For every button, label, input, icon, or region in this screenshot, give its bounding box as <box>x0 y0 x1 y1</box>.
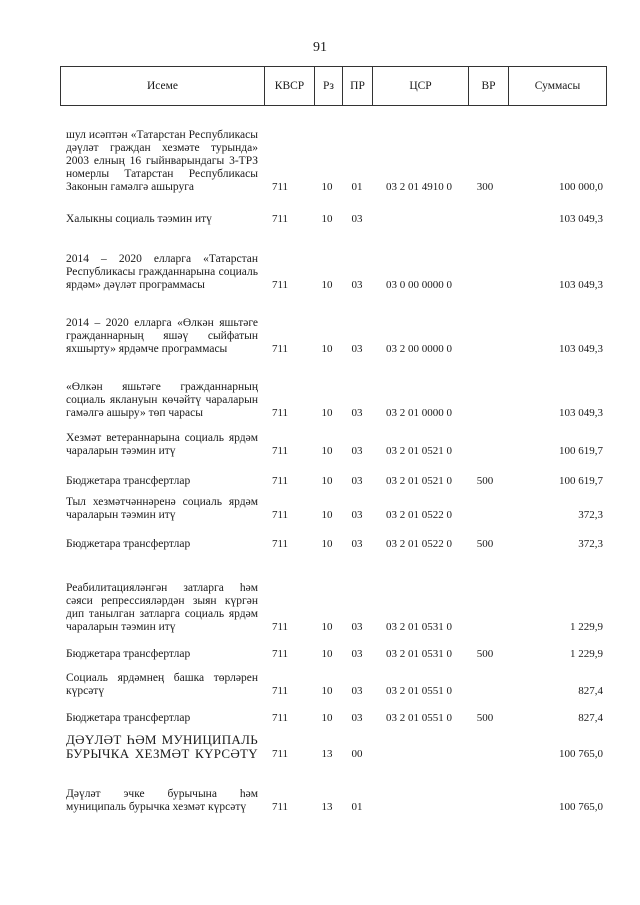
header-rz: Рз <box>315 67 343 105</box>
table-row <box>60 208 607 226</box>
header-csr: ЦСР <box>373 67 469 105</box>
row-name: Бюджетара трансфертлар <box>66 475 191 487</box>
row-kvsr: 711 <box>271 685 289 697</box>
row-sum: 1 229,9 <box>570 621 603 633</box>
row-name: Дәүләт эчке бурычына һәм муниципаль бурычка хезмәт күрсәтү <box>66 788 258 813</box>
row-rz: 10 <box>321 509 333 521</box>
row-sum: 103 049,3 <box>559 343 603 355</box>
row-name: 2014 – 2020 елларга «Татарстан Республикасы гражданнарына социаль ярдәм» дәүләт программасы <box>66 253 258 291</box>
row-kvsr: 711 <box>271 343 289 355</box>
row-sum: 100 765,0 <box>559 748 603 760</box>
row-pr: 00 <box>351 748 363 760</box>
row-sum: 827,4 <box>578 712 603 724</box>
row-kvsr: 711 <box>271 538 289 550</box>
row-rz: 10 <box>321 685 333 697</box>
row-name: Реабилитацияләнгән затларга һәм сәяси репрессияләрдән зыян күргән дип танылган затларга социаль ярдәм чараларын тәэмин итү <box>66 582 258 633</box>
header-pr: ПР <box>343 67 373 105</box>
row-pr: 03 <box>351 213 363 225</box>
row-csr: 03 2 01 0531 0 <box>386 648 452 660</box>
header-name: Исеме <box>61 67 265 105</box>
row-vr: 500 <box>476 538 494 550</box>
row-rz: 10 <box>321 538 333 550</box>
row-csr: 03 2 01 0522 0 <box>386 509 452 521</box>
row-name: Бюджетара трансфертлар <box>66 712 191 724</box>
row-name: Бюджетара трансфертлар <box>66 648 191 660</box>
row-vr: 300 <box>476 181 494 193</box>
row-csr: 03 2 01 0521 0 <box>386 445 452 457</box>
row-kvsr: 711 <box>271 748 289 760</box>
row-sum: 103 049,3 <box>559 407 603 419</box>
table-row <box>60 535 607 551</box>
row-name: Тыл хезмәтчәннәренә социаль ярдәм чараларын тәэмин итү <box>66 496 258 521</box>
table-row <box>60 645 607 661</box>
row-pr: 03 <box>351 621 363 633</box>
table-row <box>60 108 607 194</box>
table-row <box>60 232 607 292</box>
row-rz: 10 <box>321 475 333 487</box>
page-number: 91 <box>313 40 327 55</box>
row-sum: 827,4 <box>578 685 603 697</box>
table-row <box>60 666 607 698</box>
row-kvsr: 711 <box>271 407 289 419</box>
row-kvsr: 711 <box>271 801 289 813</box>
row-kvsr: 711 <box>271 621 289 633</box>
table-row <box>60 296 607 356</box>
row-name: шул исәптән «Татарстан Республикасы дәүләт граждан хезмәте турында» 2003 елның 16 гыйнварындагы 3-ТРЗ номерлы Татарстан Республикасы Законын гамәлгә ашыруга <box>66 129 258 193</box>
row-pr: 03 <box>351 712 363 724</box>
row-csr: 03 2 01 0531 0 <box>386 621 452 633</box>
row-rz: 10 <box>321 343 333 355</box>
row-rz: 10 <box>321 445 333 457</box>
row-sum: 103 049,3 <box>559 213 603 225</box>
table-row <box>60 709 607 725</box>
row-pr: 03 <box>351 407 363 419</box>
row-sum: 372,3 <box>578 509 603 521</box>
row-vr: 500 <box>476 475 494 487</box>
row-kvsr: 711 <box>271 475 289 487</box>
row-csr: 03 2 01 0522 0 <box>386 538 452 550</box>
row-name: Хезмәт ветераннарына социаль ярдәм чараларын тәэмин итү <box>66 432 258 457</box>
table-header <box>60 66 607 106</box>
row-kvsr: 711 <box>271 213 289 225</box>
row-name: Бюджетара трансфертлар <box>66 538 191 550</box>
row-name: ДӘҮЛӘТ ҺӘМ МУНИЦИПАЛЬ БУРЫЧКА ХЕЗМӘТ КҮРСӘТҮ <box>66 732 258 761</box>
table-row <box>60 490 607 522</box>
row-rz: 10 <box>321 213 333 225</box>
row-pr: 03 <box>351 343 363 355</box>
row-csr: 03 0 00 0000 0 <box>386 279 452 291</box>
row-kvsr: 711 <box>271 509 289 521</box>
row-pr: 01 <box>351 801 363 813</box>
table-row <box>60 472 607 488</box>
row-csr: 03 2 01 0521 0 <box>386 475 452 487</box>
row-pr: 03 <box>351 685 363 697</box>
row-vr: 500 <box>476 712 494 724</box>
row-pr: 03 <box>351 538 363 550</box>
header-sum: Суммасы <box>534 80 581 92</box>
table-row <box>60 768 607 814</box>
row-rz: 13 <box>321 801 333 813</box>
row-rz: 10 <box>321 648 333 660</box>
row-rz: 10 <box>321 407 333 419</box>
row-kvsr: 711 <box>271 445 289 457</box>
row-csr: 03 2 01 0551 0 <box>386 712 452 724</box>
row-name: 2014 – 2020 елларга «Өлкән яшьтәге гражданнарның яшәү сыйфатын яхшырту» ярдәмче программасы <box>66 317 258 355</box>
row-csr: 03 2 01 0000 0 <box>386 407 452 419</box>
row-kvsr: 711 <box>271 712 289 724</box>
row-sum: 100 765,0 <box>559 801 603 813</box>
row-rz: 10 <box>321 181 333 193</box>
table-row <box>60 360 607 420</box>
row-kvsr: 711 <box>271 648 289 660</box>
row-rz: 10 <box>321 621 333 633</box>
row-name: Социаль ярдәмнең башка төрләрен күрсәтү <box>66 672 258 697</box>
row-pr: 03 <box>351 279 363 291</box>
row-pr: 03 <box>351 648 363 660</box>
row-sum: 103 049,3 <box>559 279 603 291</box>
table-row <box>60 728 607 761</box>
row-pr: 01 <box>351 181 363 193</box>
header-kvsr: КВСР <box>265 67 315 105</box>
row-vr: 500 <box>476 648 494 660</box>
row-sum: 100 619,7 <box>559 445 603 457</box>
row-rz: 10 <box>321 279 333 291</box>
row-name: «Өлкән яшьтәге гражданнарның социаль яклануын көчәйтү чараларын гамәлгә ашыру» төп чарасы <box>66 381 258 419</box>
header-vr: ВР <box>469 67 509 105</box>
row-kvsr: 711 <box>271 279 289 291</box>
row-pr: 03 <box>351 509 363 521</box>
row-pr: 03 <box>351 475 363 487</box>
row-csr: 03 2 00 0000 0 <box>386 343 452 355</box>
row-rz: 10 <box>321 712 333 724</box>
row-rz: 13 <box>321 748 333 760</box>
row-csr: 03 2 01 4910 0 <box>386 181 452 193</box>
row-pr: 03 <box>351 445 363 457</box>
row-sum: 100 619,7 <box>559 475 603 487</box>
row-kvsr: 711 <box>271 181 289 193</box>
row-csr: 03 2 01 0551 0 <box>386 685 452 697</box>
row-name: Халыкны социаль тәэмин итү <box>66 213 212 225</box>
row-sum: 1 229,9 <box>570 648 603 660</box>
row-sum: 372,3 <box>578 538 603 550</box>
table-row <box>60 558 607 634</box>
table-row <box>60 426 607 458</box>
row-sum: 100 000,0 <box>559 181 603 193</box>
